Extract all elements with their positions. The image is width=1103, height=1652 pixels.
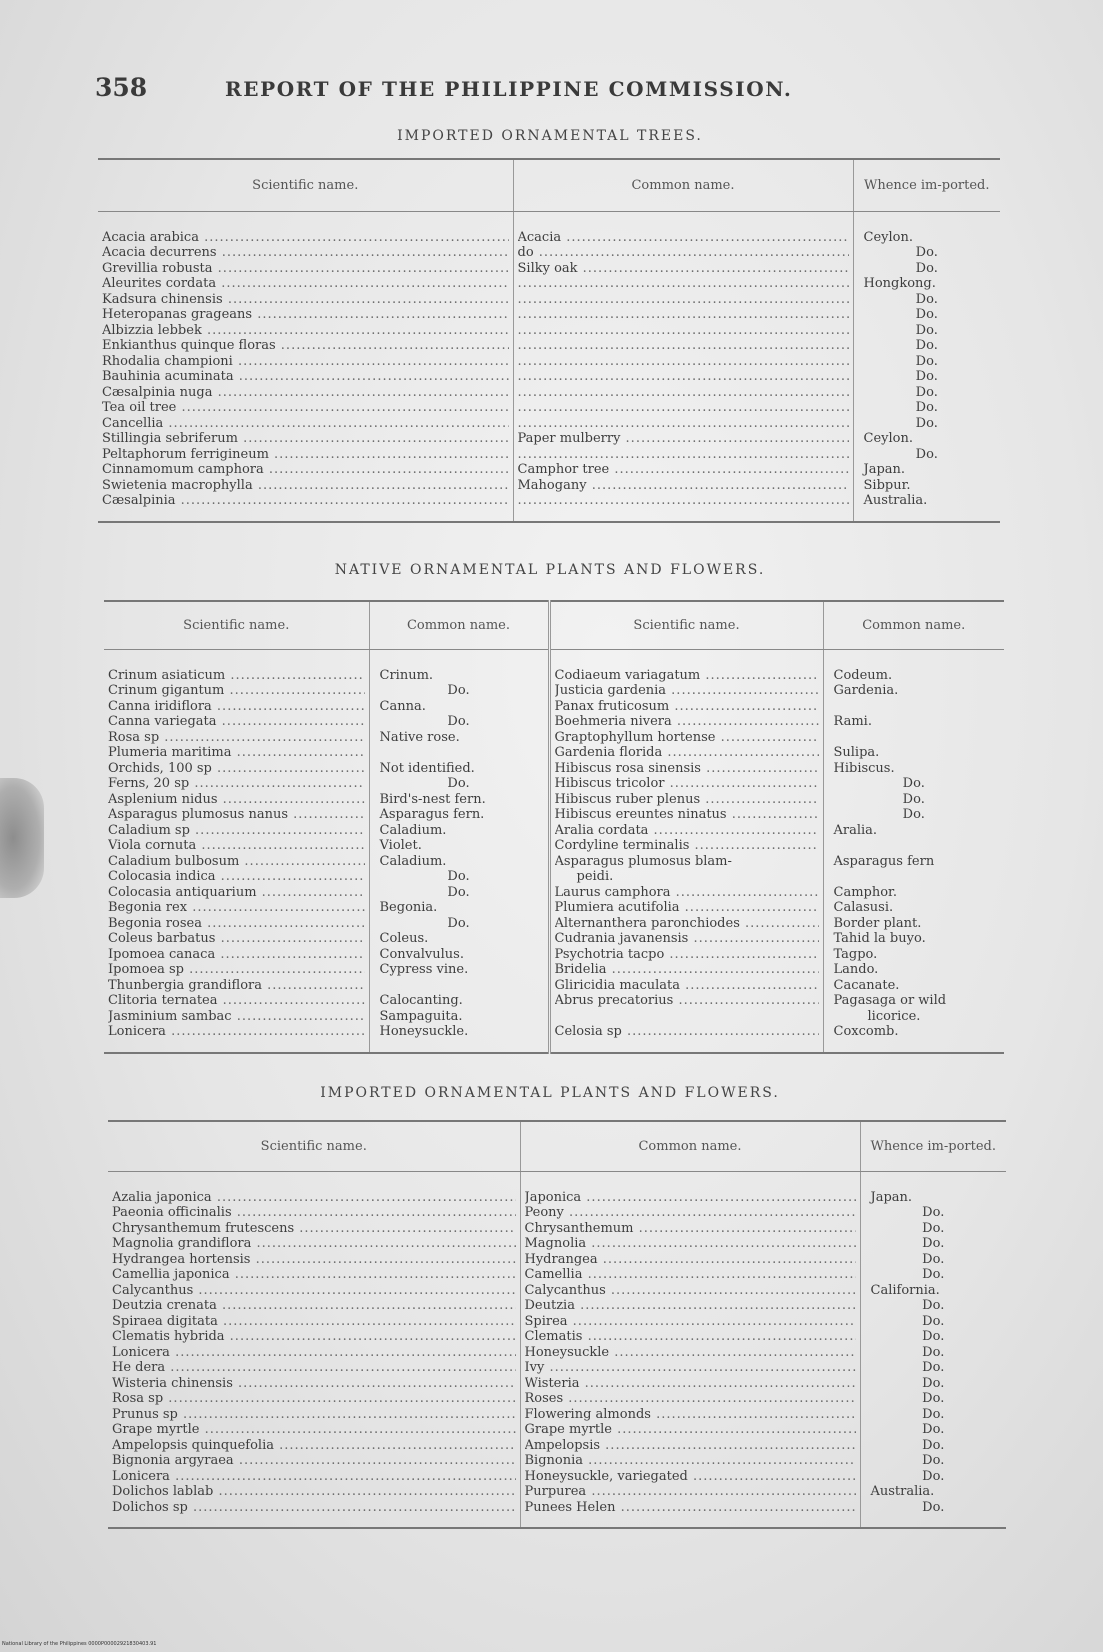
- trees-whence-column: [853, 211, 1000, 522]
- native-scientific-name: Alternanthera paronchiodes .....: [555, 916, 819, 932]
- tree-scientific-name: Acacia arabica .....: [102, 230, 509, 246]
- native-common-name: Convalvulus.: [379, 946, 464, 962]
- native-scientific-name: Crinum gigantum .....: [108, 683, 365, 699]
- native-common-name: Sampaguita.: [379, 1008, 463, 1024]
- native-scientific-name: Plumeria maritima .....: [108, 745, 365, 761]
- imported-scientific-name: Lonicera .....: [112, 1345, 516, 1361]
- imported-whence: Do.: [922, 1437, 945, 1453]
- tree-scientific-name: Kadsura chinensis .....: [102, 292, 509, 308]
- imported-scientific-name: Hydrangea hortensis .....: [112, 1252, 516, 1268]
- imported-common-name: Roses .....: [525, 1391, 856, 1407]
- tree-common-name: [518, 493, 849, 509]
- imported-whence: Do.: [922, 1375, 945, 1391]
- tree-whence: Hongkong.: [863, 276, 936, 291]
- tree-common-name: [518, 338, 849, 354]
- native-scientific-name: Viola cornuta .....: [108, 838, 365, 854]
- native-scientific-name: Begonia rosea .....: [108, 916, 365, 932]
- native-scientific-name: Begonia rex .....: [108, 900, 365, 916]
- native-common-name: Coleus.: [379, 931, 429, 946]
- tree-whence: Sibpur.: [863, 477, 911, 493]
- native-common-name: Calocanting.: [379, 993, 463, 1008]
- tree-scientific-name: Heteropanas grageans .....: [102, 307, 509, 323]
- imported-scientific-name: Camellia japonica .....: [112, 1267, 516, 1283]
- trees-header-common: Common name.: [513, 159, 853, 211]
- native-scientific-name: Gardenia florida .....: [555, 745, 819, 761]
- native-common-name: [374, 978, 544, 994]
- tree-whence: Ceylon.: [863, 431, 913, 446]
- page-number: 358: [95, 73, 148, 102]
- native-scientific-name: Asplenium nidus .....: [108, 792, 365, 808]
- imported-common-name: Calycanthus .....: [525, 1283, 856, 1299]
- native-scientific-name: Cudrania javanensis .....: [555, 931, 819, 947]
- imported-whence: Do.: [922, 1468, 945, 1484]
- native-common-name: Do.: [902, 791, 925, 807]
- native-common-name: Do.: [902, 776, 925, 791]
- tree-whence: Do.: [915, 322, 938, 338]
- imported-scientific-name: Ampelopsis quinquefolia .....: [112, 1438, 516, 1454]
- native-scientific-name: Caladium sp .....: [108, 823, 365, 839]
- imported-common-name: Clematis .....: [525, 1329, 856, 1345]
- imported-scientific-name: Calycanthus .....: [112, 1283, 516, 1299]
- tree-common-name: [518, 385, 849, 401]
- native-scientific-name: Crinum asiaticum .....: [108, 668, 365, 684]
- imported-header-scientific: Scientific name.: [108, 1121, 520, 1171]
- native-header-scientific-right: Scientific name.: [549, 601, 823, 649]
- native-common-name: Rami.: [833, 714, 872, 729]
- native-scientific-name: Bridelia .....: [555, 962, 819, 978]
- imported-table: [108, 1120, 1006, 1529]
- tree-whence: Do.: [915, 400, 938, 415]
- tree-whence: Do.: [915, 260, 938, 276]
- trees-header-scientific: Scientific name.: [98, 159, 513, 211]
- native-common-name: [828, 838, 1001, 854]
- imported-whence: Do.: [922, 1499, 945, 1515]
- imported-scientific-name: Paeonia officinalis .....: [112, 1205, 516, 1221]
- native-scientific-name: Canna variegata .....: [108, 714, 365, 730]
- imported-scientific-name: Clematis hybrida .....: [112, 1329, 516, 1345]
- trees-section-title: IMPORTED ORNAMENTAL TREES.: [397, 128, 703, 144]
- native-common-name: Do.: [447, 714, 470, 729]
- imported-common-name: Grape myrtle .....: [525, 1422, 856, 1438]
- imported-scientific-name: Lonicera .....: [112, 1469, 516, 1485]
- scan-thumb-shadow: [0, 778, 44, 898]
- native-common-name: Gardenia.: [833, 683, 899, 698]
- imported-scientific-name: Dolichos lablab .....: [112, 1484, 516, 1500]
- imported-common-name: Hydrangea .....: [525, 1252, 856, 1268]
- imported-scientific-name: Prunus sp .....: [112, 1407, 516, 1423]
- tree-common-name: Paper mulberry .....: [518, 431, 849, 447]
- imported-common-name: Chrysanthemum .....: [525, 1221, 856, 1237]
- imported-whence: Do.: [922, 1205, 945, 1220]
- native-scientific-name: Clitoria ternatea .....: [108, 993, 365, 1009]
- native-common-name: Native rose.: [379, 729, 460, 745]
- imported-whence: Do.: [922, 1251, 945, 1267]
- native-scientific-name: Hibiscus ereuntes ninatus .....: [555, 807, 819, 823]
- tree-scientific-name: Cæsalpinia nuga .....: [102, 385, 509, 401]
- native-table: [104, 600, 1004, 1054]
- native-common-name: Tagpo.: [833, 946, 878, 962]
- trees-common-column: [513, 211, 853, 522]
- native-common-name: Sulipa.: [833, 745, 880, 760]
- native-scientific-name: Gliricidia maculata .....: [555, 978, 819, 994]
- imported-scientific-name: Spiraea digitata .....: [112, 1314, 516, 1330]
- native-common-name: Do.: [447, 869, 470, 884]
- native-section-title: NATIVE ORNAMENTAL PLANTS AND FLOWERS.: [334, 562, 766, 578]
- imported-common-name: Flowering almonds .....: [525, 1407, 856, 1423]
- native-common-name: Camphor.: [833, 884, 897, 900]
- imported-scientific-name: He dera .....: [112, 1360, 516, 1376]
- native-common-name: Cacanate.: [833, 977, 900, 993]
- running-title: REPORT OF THE PHILIPPINE COMMISSION.: [225, 77, 793, 101]
- native-scientific-name: Thunbergia grandiflora .....: [108, 978, 365, 994]
- native-scientific-name: Jasminium sambac .....: [108, 1009, 365, 1025]
- tree-whence: Do.: [915, 369, 938, 384]
- imported-common-column: [520, 1171, 860, 1528]
- tree-common-name: [518, 292, 849, 308]
- tree-common-name: [518, 276, 849, 292]
- native-right-scientific-column: [549, 649, 823, 1053]
- imported-whence: Japan.: [870, 1189, 913, 1205]
- native-common-name: [828, 730, 1001, 746]
- tree-common-name: [518, 369, 849, 385]
- imported-common-name: Spirea .....: [525, 1314, 856, 1330]
- tree-common-name: Acacia .....: [518, 230, 849, 246]
- native-scientific-name: Justicia gardenia .....: [555, 683, 819, 699]
- native-scientific-name: Caladium bulbosum .....: [108, 854, 365, 870]
- imported-scientific-name: Magnolia grandiflora .....: [112, 1236, 516, 1252]
- imported-common-name: Ivy .....: [525, 1360, 856, 1376]
- tree-scientific-name: Enkianthus quinque floras .....: [102, 338, 509, 354]
- tree-whence: Do.: [915, 446, 938, 462]
- native-common-name: Lando.: [833, 962, 879, 977]
- imported-common-name: Japonica .....: [525, 1190, 856, 1206]
- native-common-name: Do.: [447, 776, 470, 791]
- imported-scientific-name: Azalia japonica .....: [112, 1190, 516, 1206]
- native-common-name: Do.: [902, 807, 925, 822]
- imported-whence: Do.: [922, 1313, 945, 1329]
- page-header: [95, 73, 895, 113]
- tree-scientific-name: Albizzia lebbek .....: [102, 323, 509, 339]
- native-common-name: Pagasaga or wild: [833, 993, 947, 1008]
- imported-whence: Do.: [922, 1298, 945, 1313]
- imported-header-common: Common name.: [520, 1121, 860, 1171]
- imported-whence: Do.: [922, 1267, 945, 1282]
- tree-whence: Do.: [915, 291, 938, 307]
- tree-scientific-name: Aleurites cordata .....: [102, 276, 509, 292]
- native-common-name: Calasusi.: [833, 900, 894, 915]
- native-header-common-right: Common name.: [823, 601, 1004, 649]
- tree-common-name: [518, 400, 849, 416]
- tree-whence: Do.: [915, 307, 938, 322]
- imported-common-name: Bignonia .....: [525, 1453, 856, 1469]
- native-scientific-name: Codiaeum variagatum .....: [555, 668, 819, 684]
- native-scientific-name: Asparagus plumosus nanus .....: [108, 807, 365, 823]
- tree-scientific-name: Cancellia .....: [102, 416, 509, 432]
- tree-common-name: [518, 307, 849, 323]
- native-scientific-name: Ferns, 20 sp .....: [108, 776, 365, 792]
- native-common-name: Asparagus fern: [833, 853, 935, 869]
- imported-whence: Do.: [922, 1406, 945, 1422]
- tree-whence: Do.: [915, 245, 938, 260]
- imported-common-name: Peony .....: [525, 1205, 856, 1221]
- native-common-name: Border plant.: [833, 915, 922, 931]
- scan-footer: National Library of the Philippines 0000P00002921830403.91: [2, 1641, 157, 1647]
- native-common-name: [374, 745, 544, 761]
- native-common-name: Coxcomb.: [833, 1024, 899, 1039]
- native-scientific-name: Laurus camphora .....: [555, 885, 819, 901]
- imported-common-name: Purpurea .....: [525, 1484, 856, 1500]
- tree-whence: Do.: [915, 415, 938, 431]
- native-scientific-name: Boehmeria nivera .....: [555, 714, 819, 730]
- native-scientific-name: Hibiscus ruber plenus .....: [555, 792, 819, 808]
- imported-whence: Do.: [922, 1220, 945, 1236]
- tree-common-name: [518, 416, 849, 432]
- tree-scientific-name: Grevillia robusta .....: [102, 261, 509, 277]
- imported-whence: Do.: [922, 1360, 945, 1375]
- native-scientific-name: Rosa sp .....: [108, 730, 365, 746]
- native-common-name: [828, 869, 1001, 885]
- imported-scientific-name: Chrysanthemum frutescens .....: [112, 1221, 516, 1237]
- native-scientific-name: [555, 1009, 819, 1025]
- tree-whence: Do.: [915, 338, 938, 353]
- tree-common-name: Silky oak .....: [518, 261, 849, 277]
- native-scientific-name: Coleus barbatus .....: [108, 931, 365, 947]
- tree-scientific-name: Swietenia macrophylla .....: [102, 478, 509, 494]
- tree-whence: Australia.: [863, 493, 928, 508]
- tree-whence: Ceylon.: [863, 229, 913, 245]
- native-common-name: Hibiscus.: [833, 760, 895, 776]
- imported-whence: Do.: [922, 1453, 945, 1468]
- imported-whence: Do.: [922, 1329, 945, 1344]
- native-common-name: Tahid la buyo.: [833, 931, 926, 946]
- native-common-name: Canna.: [379, 698, 426, 714]
- native-common-name: Do.: [447, 915, 470, 931]
- native-scientific-name: Ipomoea sp .....: [108, 962, 365, 978]
- imported-header-whence: Whence im-ported.: [860, 1121, 1006, 1171]
- trees-scientific-column: [98, 211, 513, 522]
- imported-scientific-name: Grape myrtle .....: [112, 1422, 516, 1438]
- native-common-name: Codeum.: [833, 667, 893, 683]
- imported-common-name: Magnolia .....: [525, 1236, 856, 1252]
- native-scientific-name: Psychotria tacpo .....: [555, 947, 819, 963]
- imported-section-title: IMPORTED ORNAMENTAL PLANTS AND FLOWERS.: [320, 1085, 780, 1101]
- native-scientific-name: Orchids, 100 sp .....: [108, 761, 365, 777]
- tree-common-name: do .....: [518, 245, 849, 261]
- tree-scientific-name: Cinnamomum camphora .....: [102, 462, 509, 478]
- tree-whence: Japan.: [863, 462, 906, 477]
- trees-header-whence: Whence im-ported.: [853, 159, 1000, 211]
- imported-scientific-name: Deutzia crenata .....: [112, 1298, 516, 1314]
- imported-scientific-name: Dolichos sp .....: [112, 1500, 516, 1516]
- imported-common-name: Honeysuckle .....: [525, 1345, 856, 1361]
- native-common-name: Cypress vine.: [379, 962, 469, 977]
- native-scientific-name: Plumiera acutifolia .....: [555, 900, 819, 916]
- trees-table: [98, 158, 1000, 523]
- native-scientific-name: Asparagus plumosus blam-: [554, 853, 732, 869]
- tree-common-name: [518, 447, 849, 463]
- native-scientific-name: peidi.: [576, 869, 614, 884]
- native-common-name: licorice.: [867, 1008, 921, 1024]
- imported-scientific-name: Rosa sp .....: [112, 1391, 516, 1407]
- native-header-common-left: Common name.: [369, 601, 549, 649]
- imported-whence: Do.: [922, 1344, 945, 1360]
- tree-common-name: [518, 323, 849, 339]
- native-common-name: Do.: [447, 884, 470, 900]
- imported-scientific-name: Wisteria chinensis .....: [112, 1376, 516, 1392]
- tree-common-name: [518, 354, 849, 370]
- imported-whence: Australia.: [870, 1484, 935, 1499]
- native-scientific-name: Canna iridiflora .....: [108, 699, 365, 715]
- native-scientific-name: Graptophyllum hortense .....: [555, 730, 819, 746]
- native-scientific-name: Aralia cordata .....: [555, 823, 819, 839]
- native-common-name: Caladium.: [379, 853, 447, 869]
- tree-common-name: Camphor tree .....: [518, 462, 849, 478]
- native-scientific-name: Hibiscus rosa sinensis .....: [555, 761, 819, 777]
- imported-whence-column: [860, 1171, 1006, 1528]
- native-scientific-name: Panax fruticosum .....: [555, 699, 819, 715]
- imported-common-name: Ampelopsis .....: [525, 1438, 856, 1454]
- tree-scientific-name: Peltaphorum ferrigineum .....: [102, 447, 509, 463]
- imported-whence: Do.: [922, 1236, 945, 1251]
- native-common-name: Violet.: [379, 838, 422, 853]
- tree-scientific-name: Rhodalia championi .....: [102, 354, 509, 370]
- native-scientific-name: Cordyline terminalis .....: [555, 838, 819, 854]
- native-scientific-name: Abrus precatorius .....: [555, 993, 819, 1009]
- native-common-name: Aralia.: [833, 822, 878, 838]
- imported-common-name: Wisteria .....: [525, 1376, 856, 1392]
- imported-common-name: Deutzia .....: [525, 1298, 856, 1314]
- tree-common-name: Mahogany .....: [518, 478, 849, 494]
- native-scientific-name: Lonicera .....: [108, 1024, 365, 1040]
- native-common-name: Asparagus fern.: [379, 807, 485, 822]
- native-common-name: Begonia.: [379, 900, 438, 915]
- tree-whence: Do.: [915, 353, 938, 369]
- native-common-name: Bird's-nest fern.: [379, 791, 486, 807]
- tree-scientific-name: Cæsalpinia .....: [102, 493, 509, 509]
- imported-whence: California.: [870, 1282, 940, 1298]
- tree-scientific-name: Bauhinia acuminata .....: [102, 369, 509, 385]
- imported-common-name: Punees Helen .....: [525, 1500, 856, 1516]
- native-common-name: Caladium.: [379, 822, 447, 838]
- tree-scientific-name: Stillingia sebriferum .....: [102, 431, 509, 447]
- imported-scientific-name: Bignonia argyraea .....: [112, 1453, 516, 1469]
- native-common-name: Honeysuckle.: [379, 1024, 469, 1039]
- native-scientific-name: Colocasia antiquarium .....: [108, 885, 365, 901]
- tree-scientific-name: Acacia decurrens .....: [102, 245, 509, 261]
- native-right-common-column: [823, 649, 1004, 1053]
- tree-whence: Do.: [915, 384, 938, 400]
- native-left-common-column: [369, 649, 549, 1053]
- imported-whence: Do.: [922, 1391, 945, 1406]
- imported-scientific-column: [108, 1171, 520, 1528]
- native-scientific-name: Colocasia indica .....: [108, 869, 365, 885]
- native-scientific-name: Celosia sp .....: [555, 1024, 819, 1040]
- native-common-name: Not identified.: [379, 760, 475, 776]
- imported-whence: Do.: [922, 1422, 945, 1437]
- native-scientific-name: Ipomoea canaca .....: [108, 947, 365, 963]
- native-scientific-name: Hibiscus tricolor .....: [555, 776, 819, 792]
- native-common-name: [828, 699, 1001, 715]
- tree-scientific-name: Tea oil tree .....: [102, 400, 509, 416]
- native-common-name: Crinum.: [379, 667, 434, 683]
- imported-common-name: Camellia .....: [525, 1267, 856, 1283]
- native-common-name: Do.: [447, 683, 470, 698]
- native-left-scientific-column: [104, 649, 369, 1053]
- native-header-scientific-left: Scientific name.: [104, 601, 369, 649]
- imported-common-name: Honeysuckle, variegated .....: [525, 1469, 856, 1485]
